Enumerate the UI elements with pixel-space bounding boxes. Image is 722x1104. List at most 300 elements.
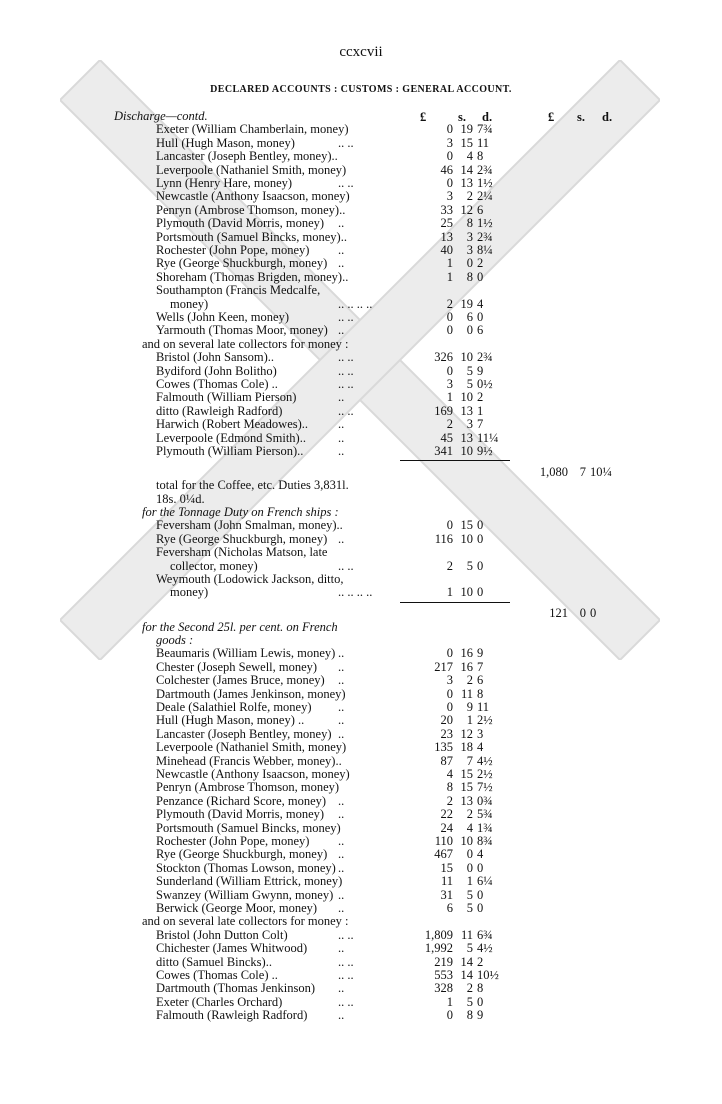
amount-pounds: 1 [446,994,453,1009]
amount-shillings: 19 [460,122,473,137]
dot-leaders: .. [338,793,345,808]
ledger-row [0,781,722,794]
amount-pence: 0 [477,310,484,324]
ledger-row [0,701,722,714]
ledger-row [0,942,722,955]
amount-pounds: 0 [446,1008,453,1023]
amount-pounds: 0 [446,699,453,714]
ledger-row [0,902,722,915]
total-pounds: 121 [549,606,568,621]
entry-text: Beaumaris (William Lewis, money) [156,646,336,661]
dot-leaders: .. .. .. .. [338,585,373,600]
amount-pounds: 1,809 [424,927,453,942]
header-shillings: s. [458,110,466,124]
amount-pounds: 0 [446,646,453,661]
ledger-row [0,365,722,378]
amount-pounds: 2 [446,417,453,432]
entry-text: goods : [156,632,194,647]
entry-text: Rye (George Shuckburgh, money) [156,847,328,862]
amount-shillings: 11 [460,927,473,942]
entry-text: collector, money) [170,558,258,573]
amount-shillings: 0 [466,860,473,875]
amount-pence: 2 [477,390,484,405]
ledger-row [0,137,722,150]
dot-leaders: .. .. [338,135,354,150]
amount-shillings: 2 [466,807,473,822]
amount-pounds: 15 [440,860,453,875]
amount-pence: 0 [477,887,484,902]
ledger-row [0,929,722,942]
amount-pounds: 87 [440,753,453,768]
entry-text: Deale (Salathiel Rolfe, money) [156,699,312,714]
dot-leaders: .. [338,243,345,257]
amount-shillings: 15 [460,780,473,795]
dot-leaders: .. .. [338,363,354,378]
ledger-row [0,586,722,599]
amount-shillings: 0 [466,256,473,271]
amount-pounds: 328 [434,981,453,996]
entry-text: Leverpoole (Edmond Smith).. [156,430,306,445]
entry-text: Leverpoole (Nathaniel Smith, money) [156,740,347,755]
amount-shillings: 10 [460,444,473,458]
amount-shillings: 13 [460,176,473,190]
amount-pounds: 23 [440,726,453,741]
dot-leaders: .. [338,900,345,915]
dot-leaders: .. [338,323,345,338]
entry-text: money) [170,585,209,600]
dot-leaders: .. [338,646,345,661]
amount-pence: 0 [477,585,484,600]
ledger-row [0,768,722,781]
ledger-row [0,150,722,163]
entry-text: Falmouth (Rawleigh Radford) [156,1008,308,1023]
amount-shillings: 12 [460,202,473,217]
entry-text: Portsmouth (Samuel Bincks, money).. [156,229,347,244]
amount-shillings: 10 [460,350,473,365]
amount-pence: 3 [477,726,484,741]
amount-pounds: 3 [446,135,453,150]
amount-pence: 4 [477,847,484,862]
entry-text: Feversham (John Smalman, money).. [156,518,343,533]
amount-shillings: 3 [466,417,473,432]
amount-shillings: 5 [466,887,473,902]
amount-pence: 8 [477,686,484,701]
entry-text: Rochester (John Pope, money) [156,833,310,848]
amount-pounds: 0 [446,686,453,701]
amount-pounds: 116 [434,531,453,546]
entry-text: Exeter (Charles Orchard) [156,994,283,1009]
amount-pence: 11 [477,699,490,714]
entry-text: money) [170,296,209,311]
amount-pounds: 0 [446,363,453,378]
amount-pounds: 2 [446,558,453,573]
entry-text: Berwick (George Moor, money) [156,900,318,915]
dot-leaders: .. [338,444,345,458]
dot-leaders: .. [338,699,345,714]
ledger-row [0,351,722,364]
amount-pence: 8¾ [477,833,493,848]
entry-text: Hull (Hugh Mason, money) .. [156,713,305,728]
amount-pence: 9 [477,363,484,378]
amount-pence: 7 [477,417,484,432]
amount-shillings: 4 [466,149,473,164]
section-heading [0,110,722,123]
ledger-row [0,493,722,506]
amount-pence: 11 [477,135,490,150]
page-number: ccxcvii [339,44,383,60]
ledger-row [0,647,722,660]
ledger-row [0,338,722,351]
entry-text: Lancaster (Joseph Bentley, money) [156,726,332,741]
amount-pounds: 0 [446,310,453,324]
amount-pounds: 3 [446,673,453,688]
ledger-row [0,231,722,244]
dot-leaders: .. .. [338,350,354,365]
header-pence: d. [482,110,493,124]
total-pence: 0 [590,606,597,621]
amount-pence: 1 [477,403,484,418]
amount-pence: 0 [477,531,484,546]
amount-pence: 4 [477,740,484,755]
amount-pence: 8¼ [477,243,493,257]
ledger-row [0,573,722,586]
amount-pence: 0¾ [477,793,493,808]
ledger-row [0,728,722,741]
dot-leaders: .. .. [338,927,354,942]
amount-pounds: 31 [440,887,453,902]
entry-text: Harwich (Robert Meadowes).. [156,417,309,432]
amount-pence: 0 [477,994,484,1009]
dot-leaders: .. .. [338,954,354,969]
dot-leaders: .. .. [338,403,354,418]
amount-pence: 2 [477,256,484,271]
amount-pounds: 8 [446,780,453,795]
amount-pounds: 40 [440,243,453,257]
amount-pounds: 326 [434,350,453,365]
dot-leaders: .. [338,673,345,688]
entry-text: for the Tonnage Duty on French ships : [142,504,339,519]
amount-pounds: 2 [446,296,453,311]
amount-shillings: 0 [466,847,473,862]
entry-text: Swanzey (William Gwynn, money) [156,887,334,902]
dot-leaders: .. [338,833,345,848]
header-pence-total: d. [602,110,613,124]
ledger-row [0,875,722,888]
ledger-row [0,418,722,431]
entry-text: Dartmouth (James Jenkinson, money) [156,686,346,701]
amount-pounds: 45 [440,430,453,445]
amount-shillings: 2 [466,981,473,996]
amount-pounds: 341 [434,444,453,458]
dot-leaders: .. [338,713,345,728]
entry-text: Yarmouth (Thomas Moor, money) [156,323,328,338]
section-heading [0,506,722,519]
ledger-row [0,835,722,848]
amount-shillings: 7 [466,753,473,768]
header-pounds: £ [420,110,427,124]
entry-text: Cowes (Thomas Cole) .. [156,377,278,391]
dot-leaders: .. [338,860,345,875]
amount-pence: 11¼ [477,430,499,445]
entry-text: Rye (George Shuckburgh, money) [156,531,328,546]
amount-shillings: 16 [460,659,473,674]
amount-shillings: 10 [460,390,473,405]
amount-pence: 1½ [477,216,493,231]
entry-text: and on several late collectors for money : [142,914,349,929]
ledger-row [0,378,722,391]
amount-shillings: 0 [466,323,473,338]
amount-pence: 2¾ [477,350,493,365]
amount-pence: 9 [477,646,484,661]
amount-pounds: 3 [446,377,453,391]
ledger-row [0,661,722,674]
amount-shillings: 18 [460,740,473,755]
amount-pence: 2 [477,954,484,969]
dot-leaders: .. .. [338,994,354,1009]
amount-pounds: 11 [440,874,453,889]
entry-text: Bristol (John Dutton Colt) [156,927,288,942]
ledger-row [0,674,722,687]
entry-text: for the Second 25l. per cent. on French [142,619,338,634]
dot-leaders: .. .. [338,377,354,391]
amount-pounds: 0 [446,323,453,338]
ledger-row [0,204,722,217]
entry-text: Penryn (Ambrose Thomson, money).. [156,202,346,217]
ledger-row [0,1009,722,1022]
amount-pounds: 0 [446,176,453,190]
dot-leaders: .. [338,417,345,432]
entry-text: and on several late collectors for money : [142,336,349,351]
amount-pounds: 135 [434,740,453,755]
ledger-row [0,123,722,136]
ledger-row [0,714,722,727]
ledger-row [0,217,722,230]
entry-text: Feversham (Nicholas Matson, late [156,545,328,560]
amount-pence: 0 [477,269,484,284]
amount-pence: 7½ [477,780,493,795]
amount-shillings: 10 [460,585,473,600]
entry-text: Portsmouth (Samuel Bincks, money) [156,820,341,835]
ledger-row [0,190,722,203]
amount-pence: 7 [477,659,484,674]
amount-pence: 9½ [477,444,493,458]
amount-shillings: 8 [466,269,473,284]
amount-pounds: 2 [446,793,453,808]
amount-pounds: 3 [446,189,453,204]
entry-text: Sunderland (William Ettrick, money) [156,874,343,889]
entry-text: Chester (Joseph Sewell, money) [156,659,318,674]
amount-pounds: 217 [434,659,453,674]
entry-text: Newcastle (Anthony Isaacson, money) [156,189,350,204]
subtotal-rule [400,602,510,603]
ledger-row [0,741,722,754]
amount-pence: 7¾ [477,122,493,137]
amount-pounds: 24 [440,820,453,835]
amount-pence: 0 [477,558,484,573]
amount-pounds: 0 [446,122,453,137]
amount-shillings: 5 [466,558,473,573]
amount-shillings: 15 [460,518,473,533]
amount-shillings: 5 [466,941,473,956]
amount-shillings: 13 [460,430,473,445]
amount-pounds: 467 [434,847,453,862]
amount-shillings: 5 [466,377,473,391]
amount-pence: 6 [477,323,484,338]
dot-leaders: .. [338,430,345,445]
amount-pence: 2½ [477,766,493,781]
dot-leaders: .. [338,981,345,996]
amount-shillings: 3 [466,229,473,244]
amount-shillings: 8 [466,216,473,231]
total-pounds: 1,080 [539,464,568,479]
amount-pence: 0 [477,900,484,915]
amount-pounds: 33 [440,202,453,217]
ledger-row [0,915,722,928]
amount-pence: 4½ [477,941,493,956]
amount-pounds: 6 [446,900,453,915]
dot-leaders: .. [338,847,345,862]
entry-text: 18s. 0¼d. [156,491,205,506]
amount-shillings: 15 [460,135,473,150]
dot-leaders: .. [338,531,345,546]
amount-pence: 10½ [477,967,499,982]
amount-shillings: 14 [460,954,473,969]
amount-pence: 2½ [477,713,493,728]
ledger-row [0,996,722,1009]
amount-pence: 8 [477,981,484,996]
amount-pounds: 1,992 [424,941,453,956]
ledger-row [0,560,722,573]
ledger-row [0,311,722,324]
ledger-row [0,164,722,177]
amount-pounds: 0 [446,149,453,164]
entry-text: Bristol (John Sansom).. [156,350,275,365]
header-shillings-total: s. [577,110,585,124]
amount-pounds: 1 [446,256,453,271]
entry-text: total for the Coffee, etc. Duties 3,831l. [156,478,349,493]
entry-text: Wells (John Keen, money) [156,310,289,324]
section-heading [0,634,722,647]
dot-leaders: .. .. [338,967,354,982]
entry-text: ditto (Samuel Bincks).. [156,954,272,969]
amount-shillings: 1 [466,874,473,889]
ledger-row [0,177,722,190]
entry-text: Shoreham (Thomas Brigden, money).. [156,269,349,284]
amount-pence: 4 [477,296,484,311]
amount-pounds: 22 [440,807,453,822]
amount-shillings: 8 [466,1008,473,1023]
ledger-row [0,298,722,311]
amount-shillings: 2 [466,189,473,204]
ledger-row [0,956,722,969]
dot-leaders: .. [338,390,345,405]
entry-text: Penryn (Ambrose Thomson, money) [156,780,340,795]
amount-shillings: 5 [466,994,473,1009]
amount-shillings: 10 [460,833,473,848]
amount-pence: 4½ [477,753,493,768]
header-pounds-total: £ [548,110,555,124]
entry-text: Plymouth (David Morris, money) [156,807,325,822]
amount-shillings: 2 [466,673,473,688]
amount-shillings: 11 [460,686,473,701]
total-pence: 10¼ [590,464,612,479]
entry-text: Falmouth (William Pierson) [156,390,297,405]
entry-text: Minehead (Francis Webber, money).. [156,753,342,768]
amount-shillings: 15 [460,766,473,781]
ledger-row [0,466,722,479]
entry-text: Stockton (Thomas Lowson, money) [156,860,336,875]
amount-pence: 2¼ [477,189,493,204]
ledger-row [0,519,722,532]
amount-pounds: 0 [446,518,453,533]
amount-shillings: 3 [466,243,473,257]
amount-pence: 9 [477,1008,484,1023]
amount-pounds: 1 [446,585,453,600]
entry-text: Bydiford (John Bolitho) [156,363,277,378]
ledger-row [0,848,722,861]
amount-pence: 0 [477,860,484,875]
amount-pounds: 20 [440,713,453,728]
dot-leaders: .. [338,1008,345,1023]
ledger-row [0,688,722,701]
amount-pence: 6¾ [477,927,493,942]
entry-text: Plymouth (William Pierson).. [156,444,304,458]
dot-leaders: .. .. [338,310,354,324]
ledger-row [0,324,722,337]
amount-shillings: 6 [466,310,473,324]
entry-text: Weymouth (Lodowick Jackson, ditto, [156,571,344,586]
amount-shillings: 5 [466,363,473,378]
amount-shillings: 13 [460,793,473,808]
subtotal-rule [400,460,510,461]
amount-shillings: 14 [460,967,473,982]
amount-pence: 6 [477,673,484,688]
amount-pence: 0 [477,518,484,533]
entry-text: Lancaster (Joseph Bentley, money).. [156,149,338,164]
amount-pounds: 110 [434,833,453,848]
entry-text: Exeter (William Chamberlain, money) [156,122,349,137]
ledger-row [0,271,722,284]
dot-leaders: .. .. [338,558,354,573]
dot-leaders: .. [338,726,345,741]
ledger-row [0,432,722,445]
amount-shillings: 14 [460,162,473,177]
dot-leaders: .. [338,807,345,822]
entry-text: Cowes (Thomas Cole) .. [156,967,278,982]
amount-pounds: 13 [440,229,453,244]
amount-pounds: 25 [440,216,453,231]
ledger-row [0,862,722,875]
amount-shillings: 9 [466,699,473,714]
entry-text: Discharge—contd. [114,109,208,123]
entry-text: Colchester (James Bruce, money) [156,673,325,688]
ledger-row [0,405,722,418]
amount-pence: 0½ [477,377,493,391]
amount-shillings: 4 [466,820,473,835]
ledger-row [0,391,722,404]
entry-text: Newcastle (Anthony Isaacson, money) [156,766,350,781]
amount-pence: 2¾ [477,229,493,244]
ledger-row [0,244,722,257]
amount-pence: 5¾ [477,807,493,822]
dot-leaders: .. [338,256,345,271]
dot-leaders: .. [338,887,345,902]
amount-pence: 1¾ [477,820,493,835]
ledger-row [0,808,722,821]
entry-text: Plymouth (David Morris, money) [156,216,325,231]
entry-text: Lynn (Henry Hare, money) [156,176,293,190]
entry-text: Leverpoole (Nathaniel Smith, money) [156,162,347,177]
